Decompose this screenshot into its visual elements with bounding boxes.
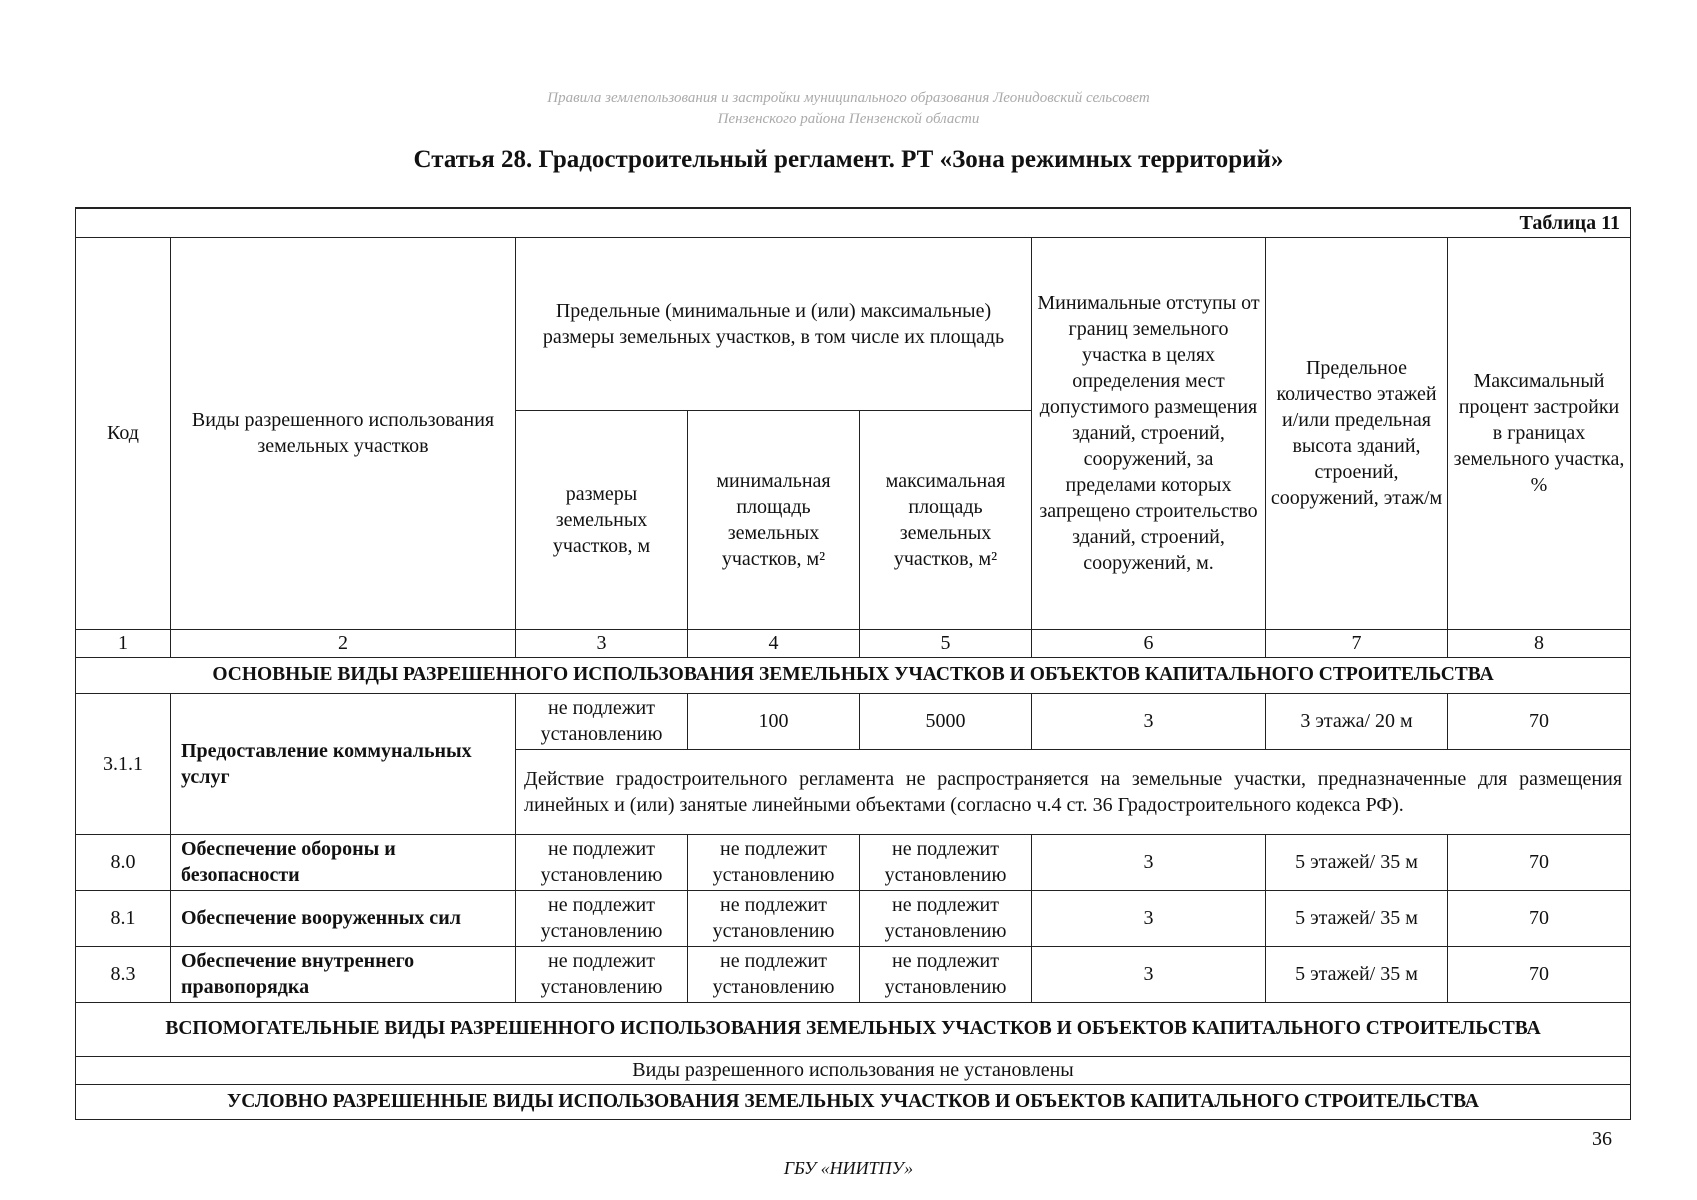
running-header-line-2: Пензенского района Пензенской области — [717, 111, 980, 127]
row-code: 8.1 — [76, 890, 171, 946]
table-row — [76, 946, 1631, 1002]
header-code: Код — [76, 237, 171, 629]
regulation-table — [75, 207, 1631, 1120]
aux-note: Виды разрешенного использования не установлены — [76, 1056, 1631, 1084]
column-number: 5 — [860, 629, 1032, 657]
header-coverage: Максимальный процент застройки в границах земельного участка, % — [1448, 237, 1631, 629]
column-numbers-row — [76, 629, 1631, 657]
row-code: 8.0 — [76, 834, 171, 890]
row-use-name: Обеспечение внутреннего правопорядка — [171, 946, 516, 1002]
row-coverage: 70 — [1448, 834, 1631, 890]
section-conditional-heading: УСЛОВНО РАЗРЕШЕННЫЕ ВИДЫ ИСПОЛЬЗОВАНИЯ ЗЕМЕЛЬНЫХ УЧАСТКОВ И ОБЪЕКТОВ КАПИТАЛЬНОГО СТРОИТЕЛЬСТВА — [76, 1084, 1631, 1119]
row-setback: 3 — [1032, 693, 1266, 749]
section-main-heading: ОСНОВНЫЕ ВИДЫ РАЗРЕШЕННОГО ИСПОЛЬЗОВАНИЯ ЗЕМЕЛЬНЫХ УЧАСТКОВ И ОБЪЕКТОВ КАПИТАЛЬНОГО СТРОИТЕЛЬСТВА — [76, 657, 1631, 693]
row-coverage: 70 — [1448, 946, 1631, 1002]
row-use-name: Обеспечение вооруженных сил — [171, 890, 516, 946]
header-min-area: минимальная площадь земельных участков, м² — [688, 410, 860, 629]
row-setback: 3 — [1032, 946, 1266, 1002]
row-min-area: не подлежит установлению — [688, 834, 860, 890]
table-caption: Таблица 11 — [76, 208, 1631, 237]
row-code: 8.3 — [76, 946, 171, 1002]
row-plot-sizes: не подлежит установлению — [516, 890, 688, 946]
header-floors: Предельное количество этажей и/или предельная высота зданий, строений, сооружений, этаж/м — [1266, 237, 1448, 629]
row-setback: 3 — [1032, 890, 1266, 946]
row-floors: 3 этажа/ 20 м — [1266, 693, 1448, 749]
header-use-types: Виды разрешенного использования земельных участков — [171, 237, 516, 629]
column-number: 1 — [76, 629, 171, 657]
row-use-name: Предоставление коммунальных услуг — [171, 693, 516, 834]
row-max-area: 5000 — [860, 693, 1032, 749]
column-number: 4 — [688, 629, 860, 657]
table-row — [76, 693, 1631, 749]
header-plot-sizes: размеры земельных участков, м — [516, 410, 688, 629]
row-floors: 5 этажей/ 35 м — [1266, 890, 1448, 946]
row-code: 3.1.1 — [76, 693, 171, 834]
running-header-line-1: Правила землепользования и застройки муниципального образования Леонидовский сельсовет — [547, 90, 1150, 106]
row-setback: 3 — [1032, 834, 1266, 890]
header-limit-sizes: Предельные (минимальные и (или) максимальные) размеры земельных участков, в том числе их площадь — [516, 237, 1032, 410]
table-row — [76, 834, 1631, 890]
column-number: 6 — [1032, 629, 1266, 657]
running-header — [0, 88, 1697, 130]
header-setbacks: Минимальные отступы от границ земельного участка в целях определения мест допустимого размещения зданий, строений, сооружений, за пределами которых запрещено строительство зданий, строений, сооружений, м. — [1032, 237, 1266, 629]
row-floors: 5 этажей/ 35 м — [1266, 946, 1448, 1002]
row-min-area: 100 — [688, 693, 860, 749]
row-plot-sizes: не подлежит установлению — [516, 693, 688, 749]
page-title: Статья 28. Градостроительный регламент. РТ «Зона режимных территорий» — [413, 146, 1284, 173]
row-coverage: 70 — [1448, 890, 1631, 946]
column-number: 3 — [516, 629, 688, 657]
row-use-name: Обеспечение обороны и безопасности — [171, 834, 516, 890]
column-number: 2 — [171, 629, 516, 657]
header-max-area: максимальная площадь земельных участков, м² — [860, 410, 1032, 629]
row-plot-sizes: не подлежит установлению — [516, 946, 688, 1002]
row-note: Действие градостроительного регламента не распространяется на земельные участки, предназначенные для размещения линейных и (или) занятые линейными объектами (согласно ч.4 ст. 36 Градостроительного кодекса РФ). — [516, 749, 1631, 834]
row-coverage: 70 — [1448, 693, 1631, 749]
column-number: 7 — [1266, 629, 1448, 657]
table-row — [76, 890, 1631, 946]
column-number: 8 — [1448, 629, 1631, 657]
row-max-area: не подлежит установлению — [860, 834, 1032, 890]
row-plot-sizes: не подлежит установлению — [516, 834, 688, 890]
footer-organization: ГБУ «НИИТПУ» — [783, 1158, 914, 1178]
row-min-area: не подлежит установлению — [688, 890, 860, 946]
section-aux-heading: ВСПОМОГАТЕЛЬНЫЕ ВИДЫ РАЗРЕШЕННОГО ИСПОЛЬЗОВАНИЯ ЗЕМЕЛЬНЫХ УЧАСТКОВ И ОБЪЕКТОВ КАПИТАЛЬНОГО СТРОИТЕЛЬСТВА — [76, 1002, 1631, 1056]
page-number: 36 — [1592, 1128, 1612, 1150]
row-max-area: не подлежит установлению — [860, 890, 1032, 946]
row-floors: 5 этажей/ 35 м — [1266, 834, 1448, 890]
row-max-area: не подлежит установлению — [860, 946, 1032, 1002]
row-min-area: не подлежит установлению — [688, 946, 860, 1002]
